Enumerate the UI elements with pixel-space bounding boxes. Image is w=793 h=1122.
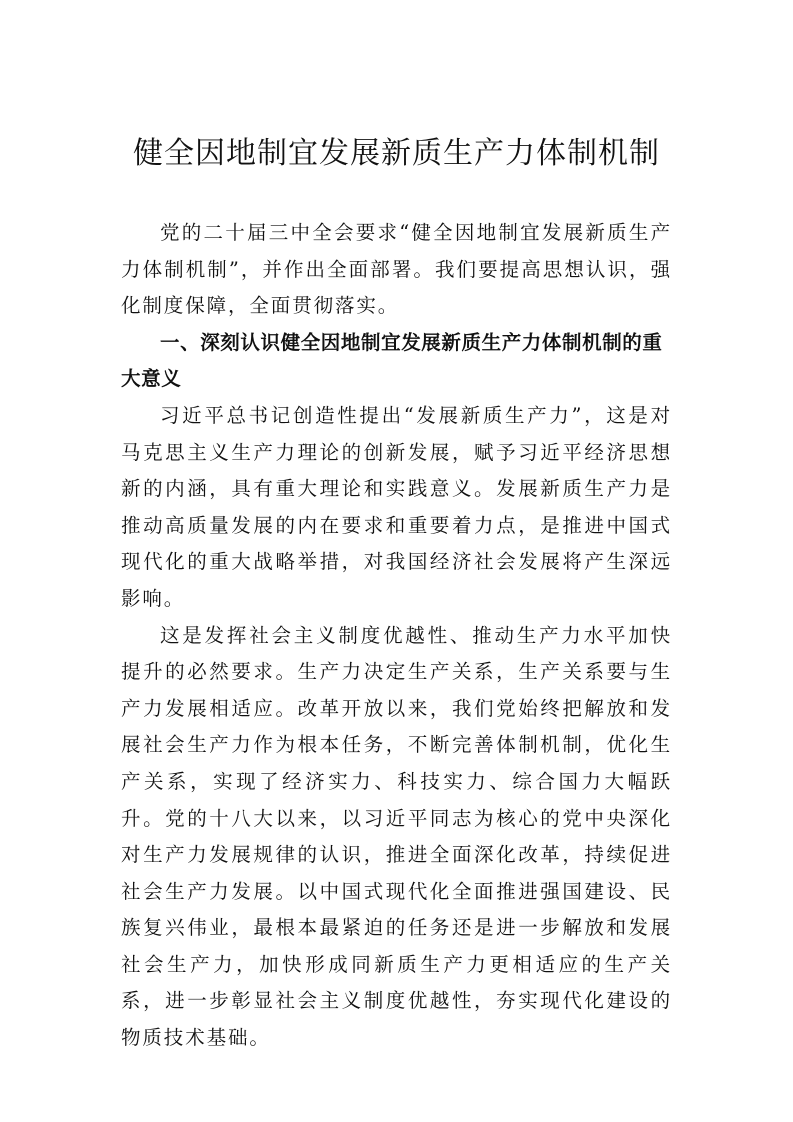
document-body [121,215,672,1057]
page-title: 健全因地制宜发展新质生产力体制机制 [133,136,660,171]
intro-paragraph: 党的二十届三中全会要求“健全因地制宜发展新质生产力体制机制”，并作出全面部署。我们要提高思想认识，强化制度保障，全面贯彻落实。 [121,221,672,318]
section-paragraph: 习近平总书记创造性提出“发展新质生产力”，这是对马克思主义生产力理论的创新发展，赋予习近平经济思想新的内涵，具有重大理论和实践意义。发展新质生产力是推动高质量发展的内在要求和重要着力点，是推进中国式现代化的重大战略举措，对我国经济社会发展将产生深远影响。 [121,403,672,610]
section-heading: 一、深刻认识健全因地制宜发展新质生产力体制机制的重大意义 [121,330,663,391]
section-paragraph: 这是发挥社会主义制度优越性、推动生产力水平加快提升的必然要求。生产力决定生产关系，生产关系要与生产力发展相适应。改革开放以来，我们党始终把解放和发展社会生产力作为根本任务，不断完善体制机制，优化生产关系，实现了经济实力、科技实力、综合国力大幅跃升。党的十八大以来，以习近平同志为核心的党中央深化对生产力发展规律的认识，推进全面深化改革，持续促进社会生产力发展。以中国式现代化全面推进强国建设、民族复兴伟业，最根本最紧迫的任务还是进一步解放和发展社会生产力，加快形成同新质生产力更相适应的生产关系，进一步彰显社会主义制度优越性，夯实现代化建设的物质技术基础。 [121,623,672,1050]
